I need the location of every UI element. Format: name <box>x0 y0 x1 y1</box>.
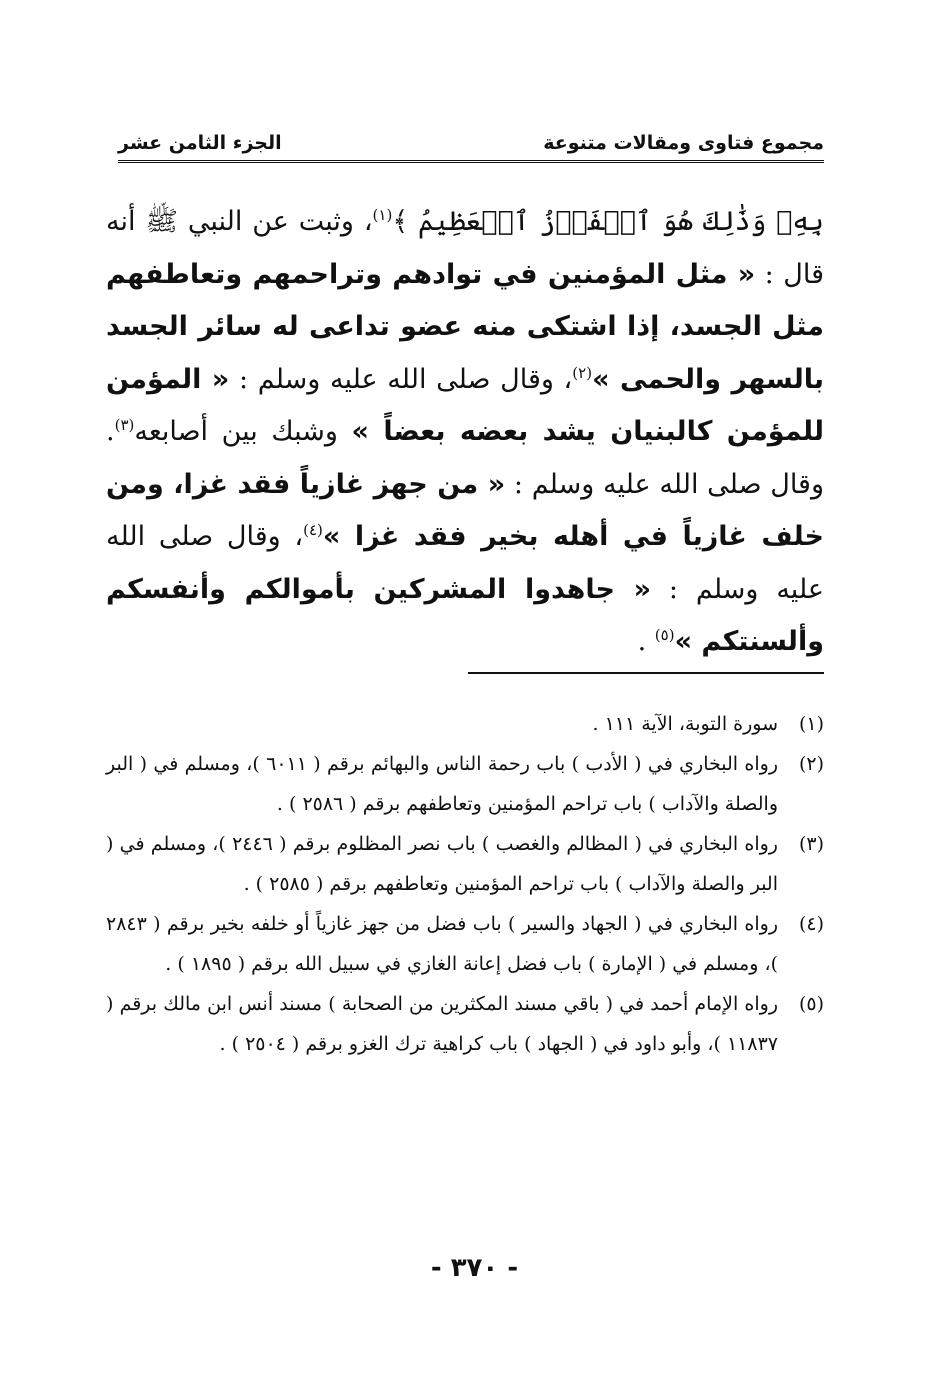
text-segment: . <box>637 626 655 657</box>
footnote-number: (١) <box>798 713 824 735</box>
page-number: - ٣٧٠ - <box>430 1253 519 1283</box>
text-segment: ، وثبت عن النبي ﷺ أنه قال : <box>106 206 824 290</box>
footnote-text: رواه الإمام أحمد في ( باقي مسند المكثرين من الصحابة ) مسند أنس ابن مالك برقم ( ١١٨٣٧ )، وأبو داود في ( الجهاد ) باب كراهية ترك الغزو برقم ( ٢٥٠٤ ) . <box>106 993 778 1055</box>
footnote-text: رواه البخاري في ( الجهاد والسير ) باب فضل من جهز غازياً أو خلفه بخير برقم ( ٢٨٤٣ )، ومسلم في ( الإمارة ) باب فضل إعانة الغازي في سبيل الله برقم ( ١٨٩٥ ) . <box>106 913 778 975</box>
footnote-divider <box>468 672 824 674</box>
volume-label: الجزء الثامن عشر <box>118 132 282 154</box>
footnote-item <box>106 904 824 984</box>
hadith-quote-2: « المؤمن للمؤمن كالبنيان يشد بعضه بعضاً » <box>106 363 824 447</box>
text-segment: . وقال صلى الله عليه وسلم : <box>106 416 825 500</box>
footnotes <box>106 704 824 1064</box>
text-segment: ، وقال صلى الله عليه وسلم : <box>229 363 573 395</box>
footnote-ref-2: (٢) <box>572 363 593 382</box>
main-text <box>106 196 824 669</box>
quran-verse-ending: بِهِۦ وَذَٰلِكَ هُوَ ٱلۡفَوۡزُ ٱلۡعَظِيمُ ﴾ <box>392 206 825 237</box>
footnote-item <box>106 744 824 824</box>
text-segment: وشبك بين أصابعه <box>134 416 352 447</box>
hadith-quote-4: « جاهدوا المشركين بأموالكم وأنفسكم وألسنتكم » <box>106 573 824 657</box>
book-title: مجموع فتاوى ومقالات متنوعة <box>543 132 824 154</box>
footnote-item <box>106 984 824 1064</box>
footnote-number: (٣) <box>798 833 824 855</box>
text-segment: ، وقال صلى الله عليه وسلم : <box>106 521 824 605</box>
running-header <box>118 120 824 163</box>
hadith-quote-3: « من جهز غازياً فقد غزا، ومن خلف غازياً في أهله بخير فقد غزا » <box>106 468 824 552</box>
footnote-text: رواه البخاري في ( الأدب ) باب رحمة الناس والبهائم برقم ( ٦٠١١ )، ومسلم في ( البر والصلة والآداب ) باب تراحم المؤمنين وتعاطفهم برقم ( ٢٥٨٦ ) . <box>106 753 778 815</box>
footnote-item <box>106 824 824 904</box>
footnote-number: (٢) <box>798 753 824 775</box>
footnote-ref-5: (٥) <box>654 626 675 644</box>
footnote-text: سورة التوبة، الآية ١١١ . <box>592 713 778 735</box>
hadith-quote-1: « مثل المؤمنين في توادهم وتراحمهم وتعاطفهم مثل الجسد، إذا اشتكى منه عضو تداعى له سائر الجسد بالسهر والحمى » <box>106 258 825 395</box>
footnote-text: رواه البخاري في ( المظالم والغصب ) باب نصر المظلوم برقم ( ٢٤٤٦ )، ومسلم في ( البر والصلة والآداب ) باب تراحم المؤمنين وتعاطفهم برقم ( ٢٥٨٥ ) . <box>106 833 778 895</box>
footnote-item <box>106 704 824 744</box>
footnote-ref-4: (٤) <box>303 521 323 539</box>
footnote-ref-1: (١) <box>372 206 393 224</box>
footnote-ref-3: (٣) <box>114 416 135 434</box>
footnote-number: (٤) <box>798 913 824 935</box>
footnote-number: (٥) <box>798 993 824 1015</box>
